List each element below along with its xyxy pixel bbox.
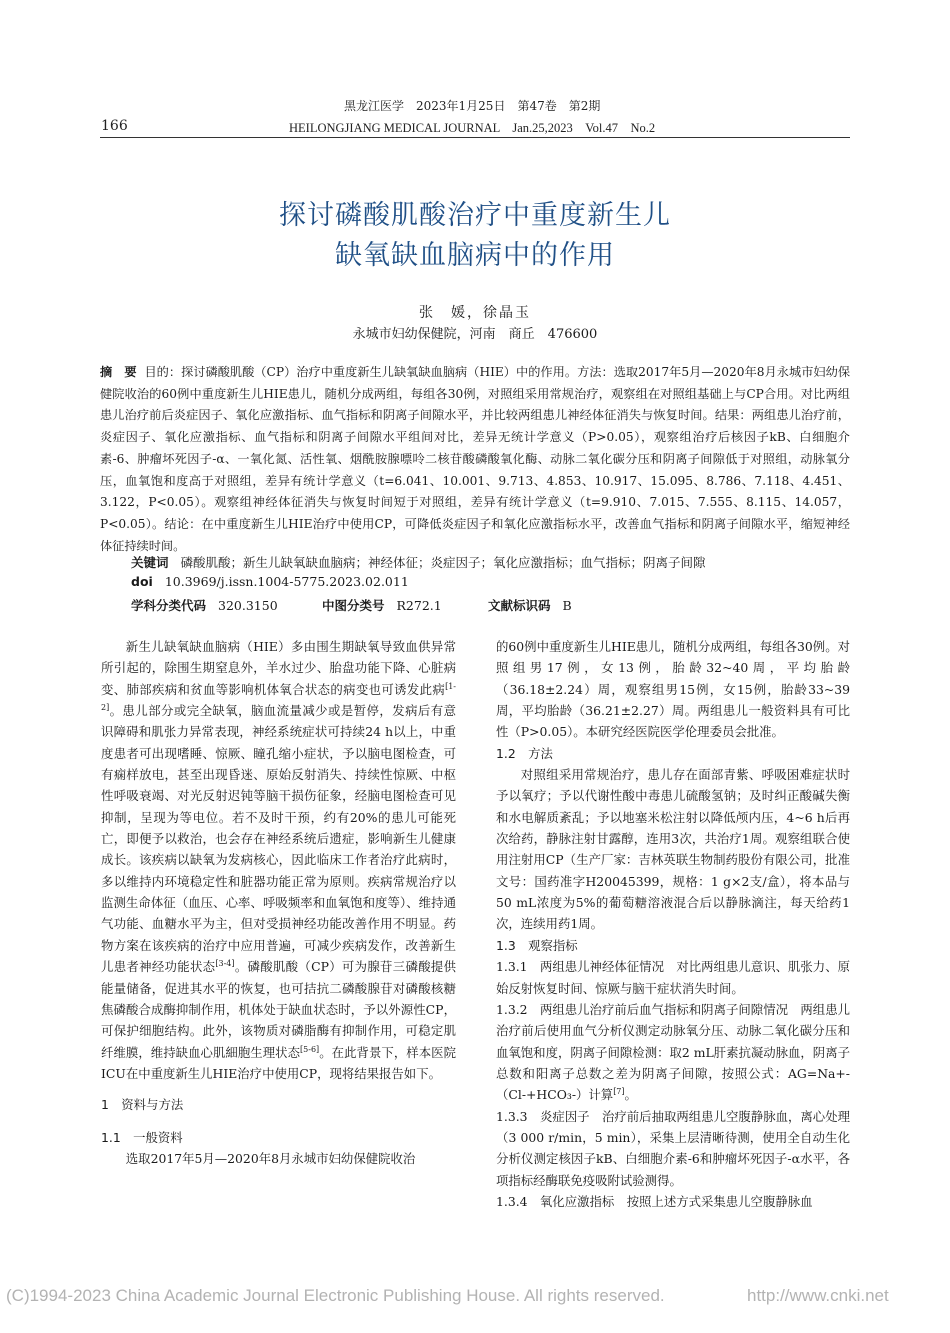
- section-heading-1: 1 资料与方法: [101, 1097, 184, 1113]
- clc-number-label: 中图分类号: [322, 598, 385, 613]
- general-data-continued: 的60例中重度新生儿HIE患儿，随机分成两组，每组各30例。对照组男17例，女13例，胎龄32~40周，平均胎龄（36.18±2.24）周，观察组男15例，女15例，胎龄33~39周，平均胎龄（36.21±2.27）周。两组患儿一般资料具有可比性（P>0.05）。本研究经医院医学伦理委员会批准。: [496, 639, 850, 740]
- citation-5-6: [5-6]: [300, 1044, 320, 1054]
- citation-3-4: [3-4]: [215, 959, 235, 969]
- section-heading-1-1: 1.1 一般资料: [101, 1129, 183, 1145]
- abstract-label: 摘 要: [100, 365, 137, 379]
- indicator-1-3-2-end: 。: [624, 1087, 637, 1103]
- intro-paragraph: [101, 636, 456, 1084]
- right-column: [496, 636, 850, 1212]
- keywords: [131, 553, 851, 571]
- journal-header-cn: 黑龙江医学 2023年1月25日 第47卷 第2期: [344, 99, 601, 113]
- article-title-line-1: 探讨磷酸肌酸治疗中重度新生儿: [279, 200, 671, 231]
- header-rule: [100, 137, 850, 138]
- subject-code-value: 320.3150: [218, 598, 278, 613]
- keywords-text: 磷酸肌酸；新生儿缺氧缺血脑病；神经体征；炎症因子；氧化应激指标；血气指标；阴离子间隙: [180, 555, 706, 570]
- affiliation: 永城市妇幼保健院，河南 商丘 476600: [352, 327, 598, 342]
- methods-paragraph: 对照组采用常规治疗，患儿存在面部青紫、呼吸困难症状时予以氧疗；予以代谢性酸中毒患儿硫酸氢钠；及时纠正酸碱失衡和水电解质紊乱；予以地塞米松注射以降低颅内压，4~6 h后再次给药，静脉注射甘露醇，连用3次，共治疗1周。观察组联合使用注射用CP（生产厂家：吉林英联生物制药股份有限公司，批准文号：国药准字H20045399，规格：1 g×2支/盒），将本品与50 mL浓度为5%的葡萄糖溶液混合后以静脉滴注，每天给药1次，连续用药1周。: [496, 767, 850, 932]
- abstract-text: 目的：探讨磷酸肌酸（CP）治疗中重度新生儿缺氧缺血脑病（HIE）中的作用。方法：选取2017年5月—2020年8月永城市妇幼保健院收治的60例中重度新生儿HIE患儿，随机分成两组，每组各30例，对照组采用常规治疗，观察组在对照组基础上与CP合用。对比两组患儿治疗前后炎症因子、氧化应激指标、血气指标和阴离子间隙水平，并比较两组患儿神经体征消失与恢复时间。结果：两组患儿治疗前，炎症因子、氧化应激指标、血气指标和阴离子间隙水平组间对比，差异无统计学意义（P>0.05），观察组治疗后核因子kB、白细胞介素-6、肿瘤坏死因子-α、一氧化氮、活性氧、烟酰胺腺嘌呤二核苷酸磷酸氧化酶、动脉二氧化碳分压和阴离子间隙低于对照组，动脉氧分压，血氧饱和度高于对照组，差异有统计学意义（t=6.041、10.001、9.713、4.853、10.917、15.095、8.786、7.118、4.451、3.122，P<0.05）。观察组神经体征消失与恢复时间短于对照组，差异有统计学意义（t=9.910、7.015、7.555、8.115、14.057，P<0.05）。结论：在中重度新生儿HIE治疗中使用CP，可降低炎症因子和氧化应激指标水平，改善血气指标和阴离子间隙水平，缩短神经体征持续时间。: [100, 365, 851, 553]
- section-heading-1-3: 1.3 观察指标: [496, 937, 578, 953]
- intro-text-1: 新生儿缺氧缺血脑病（HIE）多由围生期缺氧导致血供异常所引起的，除围生期窒息外，羊水过少、胎盘功能下降、心脏病变、肺部疾病和贫血等影响机体氧合状态的病变也可诱发此病: [101, 639, 456, 697]
- doi: [131, 574, 409, 589]
- doi-text: 10.3969/j.issn.1004-5775.2023.02.011: [164, 574, 409, 589]
- article-title-line-2: 缺氧缺血脑病中的作用: [335, 240, 615, 271]
- section-heading-1-2: 1.2 方法: [496, 745, 553, 761]
- indicator-1-3-4: 1.3.4 氧化应激指标 按照上述方式采集患儿空腹静脉血: [496, 1193, 813, 1209]
- journal-header-en: HEILONGJIANG MEDICAL JOURNAL Jan.25,2023 Vol.47 No.2: [289, 121, 656, 135]
- clc-number: [322, 596, 442, 614]
- indicator-1-3-1: 1.3.1 两组患儿神经体征情况 对比两组患儿意识、肌张力、原始反射恢复时间、惊厥与脑干症状消失时间。: [496, 959, 850, 996]
- page-number: 166: [101, 118, 128, 134]
- authors: 张 媛，徐晶玉: [419, 305, 531, 321]
- indicator-1-3-3: 1.3.3 炎症因子 治疗前后抽取两组患儿空腹静脉血，离心处理（3 000 r/min，5 min），采集上层清晰待测，使用全自动生化分析仪测定核因子kB、白细胞介素-6和肿瘤坏死因子-α水平，各项指标经酶联免疫吸附试验测得。: [496, 1108, 850, 1188]
- indicator-1-3-2: [496, 999, 850, 1106]
- document-code-label: 文献标识码: [488, 598, 551, 613]
- general-data-paragraph: 选取2017年5月—2020年8月永城市妇幼保健院收治: [125, 1150, 416, 1166]
- intro-text-4: 。在此背景下，样本医院ICU在中重度新生儿HIE治疗中使用CP，现将结果报告如下。: [101, 1044, 457, 1081]
- doi-label: doi: [131, 574, 153, 589]
- intro-text-3: 。磷酸肌酸（CP）可为腺苷三磷酸提供能量储备，促进其水平的恢复，也可拮抗二磷酸腺苷对磷酸核糖焦磷酸合成酶抑制作用，机体处于缺血状态时，予以外源性CP，可保护细胞结构。此外，该物质对磷脂酶有抑制作用，可稳定肌纤维膜，维持缺血心肌細胞生理状态: [101, 959, 456, 1060]
- abstract: [100, 362, 850, 557]
- citation-1-2: [1-2]: [101, 681, 456, 712]
- copyright-footer: (C)1994-2023 China Academic Journal Electronic Publishing House. All rights reserved.: [6, 1286, 665, 1305]
- subject-code-label: 学科分类代码: [131, 598, 207, 613]
- indicator-1-3-2-text: 1.3.2 两组患儿治疗前后血气指标和阴离子间隙情况 两组患儿治疗前后使用血气分析仪测定动脉氧分压、动脉二氧化碳分压和血氧饱和度，阴离子间隙检测：取2 mL肝素抗凝动脉血，阴离子总数和阳离子总数之差为阴离子间隙，按照公式：AG=Na+-（Cl-+HCO₃-）计算: [496, 1001, 850, 1103]
- document-code-value: B: [562, 598, 572, 613]
- cnki-url: http://www.cnki.net: [747, 1286, 889, 1305]
- citation-7: [7]: [613, 1087, 625, 1097]
- clc-number-value: R272.1: [396, 598, 442, 613]
- left-column: [101, 636, 456, 1169]
- intro-text-2: 。患儿部分或完全缺氧，脑血流量减少或是暂停，发病后有意识障碍和肌张力异常表现，神经系统症状可持续24 h以上，中重度患者可出现嗜睡、惊厥、瞳孔缩小症状，予以脑电图检查，可有痫样放电，甚至出现昏迷、原始反射消失、持续性惊厥、中枢性呼吸衰竭、对光反射迟钝等脑干损伤征象，经脑电图检查可见抑制，呈现为等电位。若不及时干预，约有20%的患儿可能死亡，即便予以救治，也会存在神经系统后遗症，影响新生儿健康成长。该疾病以缺氧为发病核心，因此临床工作者治疗此病时，多以维持内环境稳定性和脏器功能正常为原则。疾病常规治疗以监测生命体征（血压、心率、呼吸频率和血氧饱和度等）、维持通气功能、血糖水平为主，但对受损神经功能改善作用不明显。药物方案在该疾病的治疗中应用普遍，可减少疾病发作，改善新生儿患者神经功能状态: [101, 703, 456, 975]
- subject-code: [131, 596, 278, 614]
- keywords-label: 关键词: [131, 555, 169, 570]
- document-code: [488, 596, 572, 614]
